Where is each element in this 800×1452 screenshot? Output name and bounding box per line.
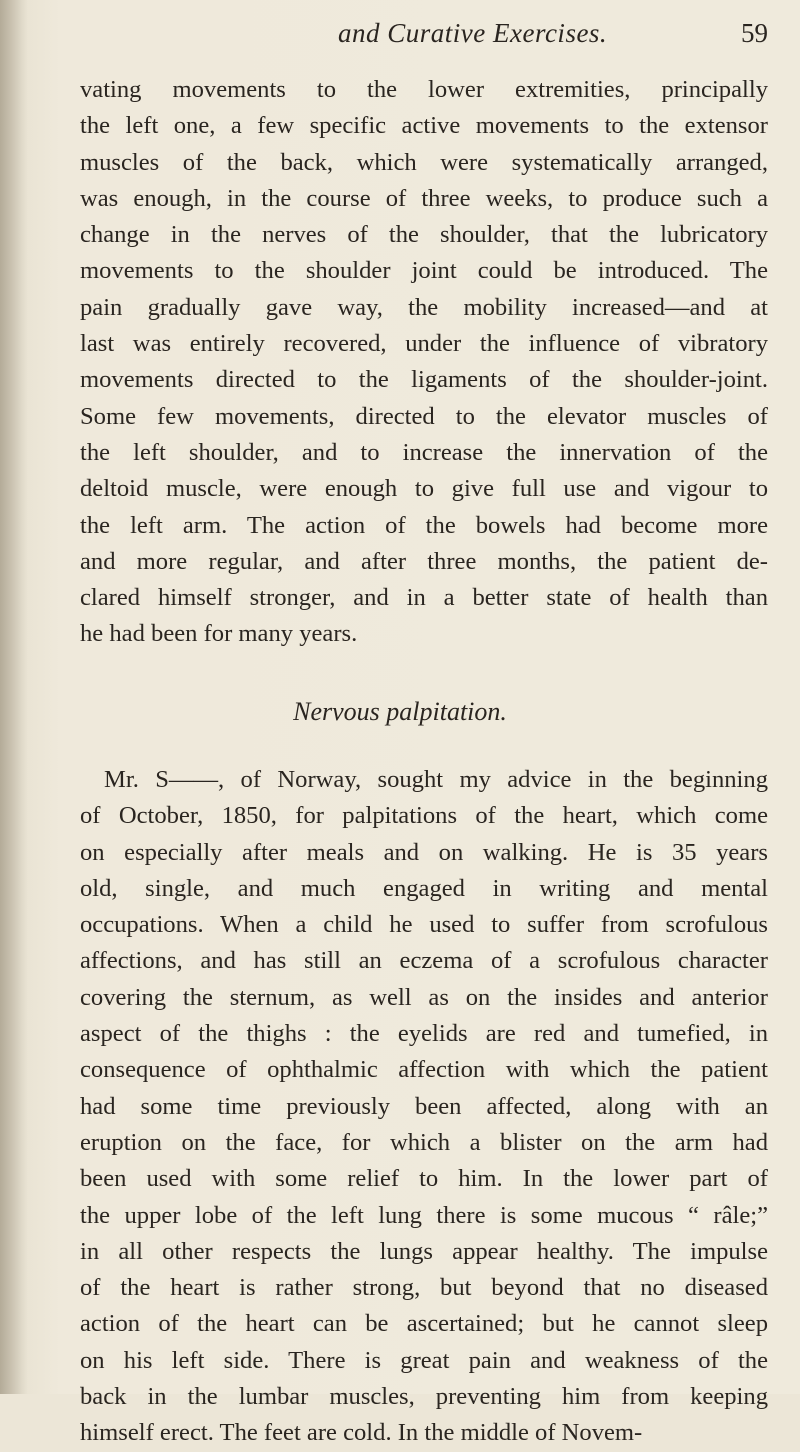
text-line: on his left side. There is great pain and weakness of the	[80, 1346, 768, 1374]
text-line: had some time previously been affected, along with an	[80, 1092, 768, 1120]
text-line: the left one, a few specific active movements to the extensor	[80, 112, 768, 140]
text-line: back in the lumbar muscles, preventing him from keeping	[80, 1383, 768, 1411]
text-line: himself erect. The feet are cold. In the middle of Novem-	[80, 1419, 643, 1447]
text-line: aspect of the thighs : the eyelids are red and tumefied, in	[80, 1020, 768, 1048]
running-head	[0, 18, 800, 52]
text-line: occupations. When a child he used to suffer from scrofulous	[80, 911, 768, 939]
text-line: old, single, and much engaged in writing and mental	[80, 874, 768, 902]
text-line: the upper lobe of the left lung there is some mucous “ râle;”	[80, 1201, 768, 1229]
text-line: consequence of ophthalmic affection with which the patient	[80, 1056, 768, 1084]
text-line: Some few movements, directed to the elevator muscles of	[80, 402, 768, 430]
text-line: in all other respects the lungs appear healthy. The impulse	[80, 1237, 768, 1265]
text-line: clared himself stronger, and in a better state of health than	[80, 584, 768, 612]
text-line: the left shoulder, and to increase the innervation of the	[80, 438, 768, 466]
text-line: been used with some relief to him. In the lower part of	[80, 1165, 768, 1193]
text-line: on especially after meals and on walking. He is 35 years	[80, 838, 768, 866]
text-line: last was entirely recovered, under the influence of vibratory	[80, 330, 768, 358]
running-head-title: and Curative Exercises.	[338, 18, 608, 48]
text-line: movements directed to the ligaments of the shoulder-joint.	[80, 366, 768, 394]
text-line: Mr. S——, of Norway, sought my advice in the beginning	[104, 766, 768, 793]
text-line: eruption on the face, for which a blister on the arm had	[80, 1128, 768, 1156]
text-line: action of the heart can be ascertained; but he cannot sleep	[80, 1310, 768, 1338]
text-line: was enough, in the course of three weeks, to produce such a	[80, 184, 768, 212]
paragraph-1	[80, 72, 768, 653]
text-line: pain gradually gave way, the mobility increased—and at	[80, 293, 768, 321]
text-line: deltoid muscle, were enough to give full use and vigour to	[80, 475, 768, 503]
text-line: the left arm. The action of the bowels had become more	[80, 511, 768, 539]
text-line: muscles of the back, which were systematically arranged,	[80, 148, 768, 176]
text-line: he had been for many years.	[80, 620, 358, 648]
page-number: 59	[741, 18, 768, 48]
text-line: movements to the shoulder joint could be introduced. The	[80, 257, 768, 285]
text-line: affections, and has still an eczema of a scrofulous character	[80, 947, 768, 975]
text-line: of the heart is rather strong, but beyond that no diseased	[80, 1274, 768, 1302]
text-line: covering the sternum, as well as on the insides and anterior	[80, 983, 768, 1011]
section-heading: Nervous palpitation.	[293, 697, 507, 726]
text-line: vating movements to the lower extremities, principally	[80, 76, 768, 103]
text-line: change in the nerves of the shoulder, that the lubricatory	[80, 221, 768, 249]
text-line: and more regular, and after three months, the patient de-	[80, 547, 768, 575]
paragraph-2	[80, 762, 768, 1452]
text-line: of October, 1850, for palpitations of the heart, which come	[80, 802, 768, 830]
